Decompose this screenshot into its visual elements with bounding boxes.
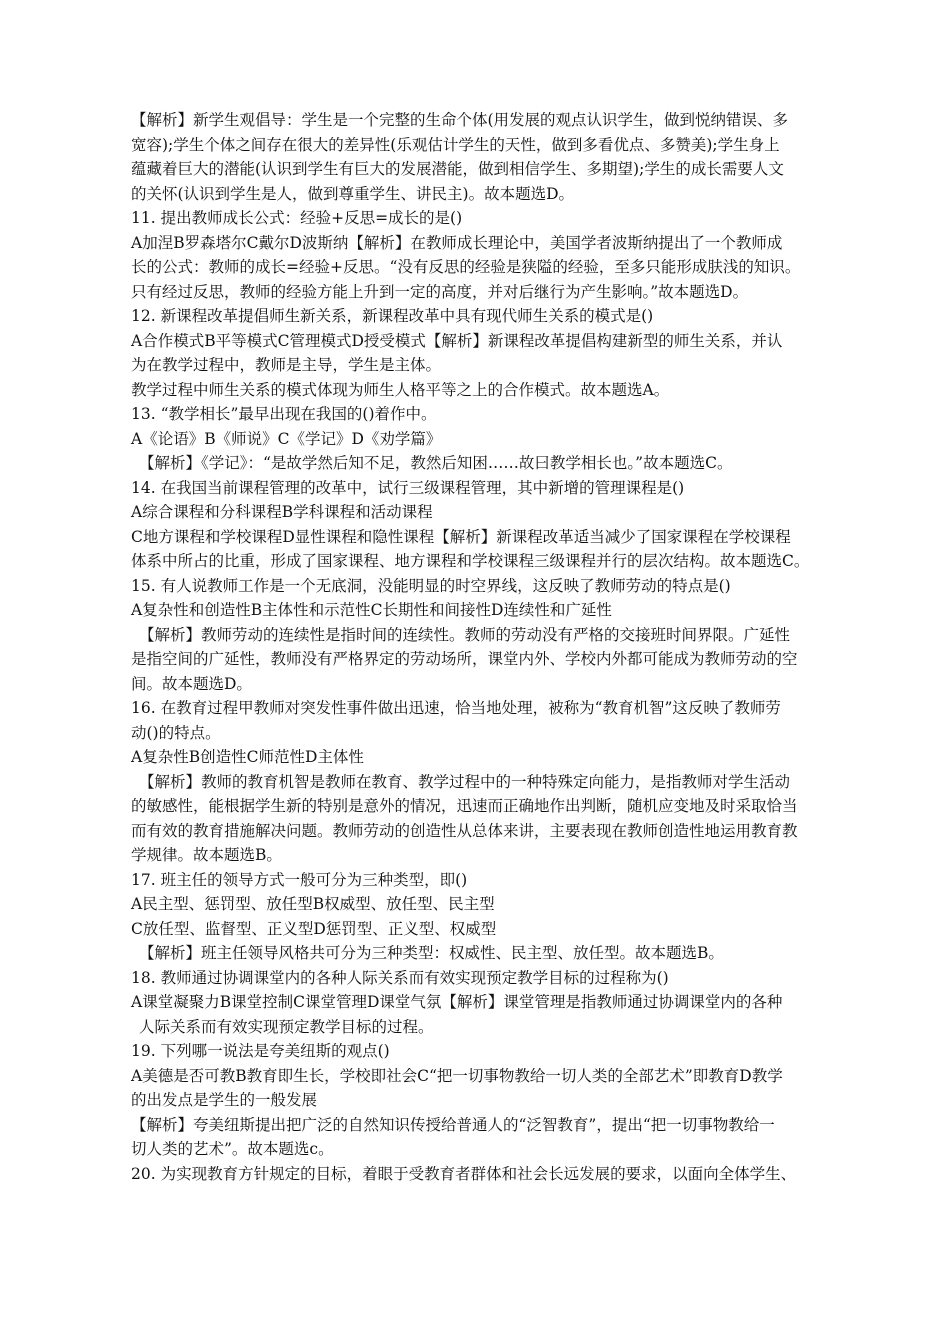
question-13: 13. “教学相长”最早出现在我国的()着作中。 xyxy=(131,405,437,423)
analysis-line: 【解析】夸美纽斯提出把广泛的自然知识传授给普通人的“泛智教育”，提出“把一切事物教给一 xyxy=(131,1115,775,1134)
document-page xyxy=(131,108,871,1186)
text-line: C放任型、监督型、正义型D惩罚型、正义型、权威型 xyxy=(131,919,497,938)
analysis-line: 【解析】《学记》：“是故学然后知不足，教然后知困……故曰教学相长也。”故本题选C。 xyxy=(139,454,733,472)
text-line: 的出发点是学生的一般发展 xyxy=(131,1091,318,1109)
question-20: 20. 为实现教育方针规定的目标，着眼于受教育者群体和社会长远发展的要求，以面向全体学生、 xyxy=(131,1164,797,1183)
text-line: 体系中所占的比重，形成了国家课程、地方课程和学校课程三级课程并行的层次结构。故本题选C。 xyxy=(131,552,810,570)
analysis-line: 【解析】教师劳动的连续性是指时间的连续性。教师的劳动没有严格的交接班时间界限。广延性 xyxy=(139,625,791,644)
question-16: 16. 在教育过程甲教师对突发性事件做出迅速，恰当地处理，被称为“教育机智”这反映了教师劳 xyxy=(131,699,781,717)
text-line: 的关怀(认识到学生是人，做到尊重学生、讲民主)。故本题选D。 xyxy=(131,184,575,203)
text-line: 蕴藏着巨大的潜能(认识到学生有巨大的发展潜能，做到相信学生、多期望);学生的成长需要人文 xyxy=(131,160,784,178)
text-line: 切人类的艺术”。故本题选c。 xyxy=(131,1140,334,1158)
text-line: A综合课程和分科课程B学科课程和活动课程 xyxy=(131,503,433,521)
text-line: A《论语》B《师说》C《学记》D《劝学篇》 xyxy=(131,429,442,448)
text-line: 宽容);学生个体之间存在很大的差异性(乐观估计学生的天性，做到多看优点、多赞美);学生身上 xyxy=(131,135,780,154)
question-14: 14. 在我国当前课程管理的改革中，试行三级课程管理，其中新增的管理课程是() xyxy=(131,478,685,497)
text-line: A复杂性B创造性C师范性D主体性 xyxy=(131,748,364,766)
text-line: 学规律。故本题选B。 xyxy=(131,846,282,864)
text-line: 只有经过反思，教师的经验方能上升到一定的高度，并对后继行为产生影响。”故本题选D。 xyxy=(131,282,749,301)
question-17: 17. 班主任的领导方式一般可分为三种类型，即() xyxy=(131,870,468,889)
text-line: A加涅B罗森塔尔C戴尔D波斯纳【解析】在教师成长理论中，美国学者波斯纳提出了一个教师成 xyxy=(131,233,783,252)
analysis-line: 【解析】教师的教育机智是教师在教育、教学过程中的一种特殊定向能力，是指教师对学生活动 xyxy=(139,772,791,791)
text-line: 的敏感性，能根据学生新的特别是意外的情况，迅速而正确地作出判断，随机应变地及时采取恰当 xyxy=(131,797,798,815)
text-line: 而有效的教育措施解决问题。教师劳动的创造性从总体来讲，主要表现在教师创造性地运用教育教 xyxy=(131,821,798,840)
text-line: 【解析】新学生观倡导：学生是一个完整的生命个体(用发展的观点认识学生，做到悦纳错误、多 xyxy=(131,111,789,129)
text-line: 人际关系而有效实现预定教学目标的过程。 xyxy=(139,1017,434,1036)
analysis-line: 【解析】班主任领导风格共可分为三种类型：权威性、民主型、放任型。故本题选B。 xyxy=(139,944,724,962)
text-line: A合作模式B平等模式C管理模式D授受模式【解析】新课程改革提倡构建新型的师生关系，并认 xyxy=(131,331,783,350)
text-line: 是指空间的广延性，教师没有严格界定的劳动场所，课堂内外、学校内外都可能成为教师劳动的空 xyxy=(131,650,798,668)
text-line: 为在教学过程中，教师是主导，学生是主体。 xyxy=(131,356,442,374)
question-19: 19. 下列哪一说法是夸美纽斯的观点() xyxy=(131,1042,390,1060)
question-11: 11. 提出教师成长公式：经验+反思=成长的是() xyxy=(131,209,463,227)
text-line: 长的公式：教师的成长=经验+反思。“没有反思的经验是狭隘的经验，至多只能形成肤浅的知识。 xyxy=(131,258,801,276)
text-line: C地方课程和学校课程D显性课程和隐性课程【解析】新课程改革适当减少了国家课程在学校课程 xyxy=(131,527,791,546)
text-line: 动()的特点。 xyxy=(131,723,221,742)
text-line: A课堂凝聚力B课堂控制C课堂管理D课堂气氛【解析】课堂管理是指教师通过协调课堂内的各种 xyxy=(131,993,783,1011)
question-18: 18. 教师通过协调课堂内的各种人际关系而有效实现预定教学目标的过程称为() xyxy=(131,968,669,987)
text-line: A美德是否可教B教育即生长，学校即社会C“把一切事物教给一切人类的全部艺术”即教育D教学 xyxy=(131,1066,783,1085)
text-line: 教学过程中师生关系的模式体现为师生人格平等之上的合作模式。故本题选A。 xyxy=(131,380,670,399)
question-15: 15. 有人说教师工作是一个无底洞，没能明显的时空界线，这反映了教师劳动的特点是() xyxy=(131,576,731,595)
text-line: A复杂性和创造性B主体性和示范性C长期性和间接性D连续性和广延性 xyxy=(131,601,612,619)
text-line: 间。故本题选D。 xyxy=(131,674,252,693)
text-line: A民主型、惩罚型、放任型B权威型、放任型、民主型 xyxy=(131,895,495,913)
question-12: 12. 新课程改革提倡师生新关系，新课程改革中具有现代师生关系的模式是() xyxy=(131,307,654,325)
